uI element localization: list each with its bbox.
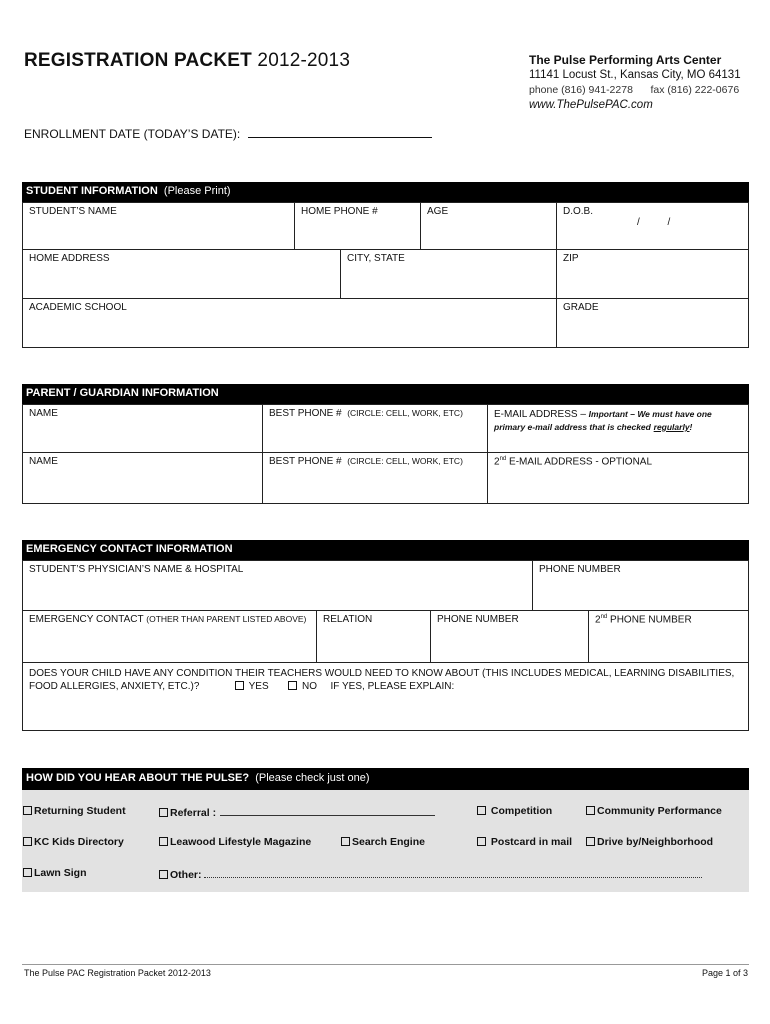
checkbox[interactable] [23,806,32,815]
option-other[interactable] [159,867,702,881]
other-input-line[interactable] [204,867,702,878]
home-address-label: HOME ADDRESS [29,253,110,264]
option-label: Drive by/Neighborhood [597,836,714,848]
org-website[interactable]: www.ThePulsePAC.com [529,99,653,111]
option-leawood-magazine[interactable] [159,836,311,848]
option-label: KC Kids Directory [34,836,124,848]
parent-email-1-field[interactable] [488,405,748,453]
org-info [529,53,741,113]
option-returning-student[interactable] [23,805,126,817]
parent-phone-1-field[interactable] [263,405,488,453]
physician-label: STUDENT’S PHYSICIAN’S NAME & HOSPITAL [29,564,244,575]
parent-email-2-label: E-MAIL ADDRESS - OPTIONAL [506,456,653,468]
page-title [24,50,350,72]
parent-email-1-label: E-MAIL ADDRESS – [494,409,586,420]
parent-section-header [22,384,749,404]
student-info-table [22,202,749,348]
no-label: NO [301,681,317,692]
academic-school-field[interactable] [23,299,557,347]
dob-label: D.O.B. [563,206,594,217]
parent-phone-1-label: BEST PHONE # [269,408,342,419]
student-name-label: STUDENT’S NAME [29,206,117,217]
home-phone-label: HOME PHONE # [301,206,378,217]
physician-phone-field[interactable] [533,561,748,611]
emergency-contact-field[interactable] [23,611,317,663]
parent-info-table [22,404,749,504]
emergency-info-table [22,560,749,731]
referral-heading: HOW DID YOU HEAR ABOUT THE PULSE? [26,772,250,784]
no-checkbox[interactable] [288,681,297,690]
emergency-section-header [22,540,749,560]
parent-email-2-field[interactable] [488,453,748,503]
referral-section-header [22,768,749,790]
checkbox[interactable] [23,868,32,877]
emergency-contact-label: EMERGENCY CONTACT [29,614,144,625]
option-search-engine[interactable] [341,836,425,848]
page-number: Page 1 of 3 [701,968,748,978]
checkbox[interactable] [159,837,168,846]
emergency-phone-2-label: PHONE NUMBER [607,614,692,626]
parent-email-note-d: ! [689,422,693,432]
parent-email-note-a: Important – We must have one [588,409,712,419]
option-label: Community Performance [597,805,722,817]
emergency-phone-2-sup: nd [600,614,608,620]
zip-label: ZIP [563,253,579,264]
option-label: Returning Student [34,805,126,817]
emergency-phone-2-num: 2 [595,614,601,626]
title-year: 2012-2013 [257,50,351,71]
parent-email-note-c: regularly [653,422,690,432]
condition-question-line2: FOOD ALLERGIES, ANXIETY, ETC.)? [29,681,200,692]
zip-field[interactable] [557,250,748,299]
option-lawn-sign[interactable] [23,867,87,879]
home-phone-field[interactable] [295,203,421,250]
condition-question-line2-row [29,680,748,693]
parent-heading: PARENT / GUARDIAN INFORMATION [26,387,219,399]
physician-phone-label: PHONE NUMBER [539,564,621,575]
parent-name-2-label: NAME [29,456,58,467]
checkbox[interactable] [159,808,168,817]
option-label: Competition [490,805,553,817]
org-name: The Pulse Performing Arts Center [529,53,722,67]
footer-text: The Pulse PAC Registration Packet 2012-2013 [24,968,211,978]
checkbox[interactable] [586,806,595,815]
option-label: Postcard in mail [490,836,573,848]
student-heading-note: (Please Print) [163,185,231,197]
relation-label: RELATION [323,614,373,625]
grade-label: GRADE [563,302,599,313]
checkbox[interactable] [477,837,486,846]
referral-input-line[interactable] [220,805,435,816]
academic-school-label: ACADEMIC SCHOOL [29,302,127,313]
enrollment-date-field[interactable] [248,126,432,138]
org-phone: phone (816) 941-2278 [529,84,633,96]
checkbox[interactable] [586,837,595,846]
option-referral[interactable] [159,805,435,819]
parent-email-note-b: primary e-mail address that is checked [494,422,651,432]
enrollment-date [24,126,432,141]
emergency-phone-2-field[interactable] [589,611,748,663]
yes-label: YES [248,681,269,692]
student-name-field[interactable] [23,203,295,250]
option-label: Referral : [170,807,217,819]
enrollment-label: ENROLLMENT DATE (TODAY’S DATE): [24,127,241,141]
student-heading: STUDENT INFORMATION [26,185,158,197]
option-label: Lawn Sign [34,867,87,879]
option-label: Leawood Lifestyle Magazine [170,836,312,848]
parent-name-1-label: NAME [29,408,58,419]
option-label: Other: [170,869,202,881]
explain-label: IF YES, PLEASE EXPLAIN: [330,681,455,692]
option-drive-by[interactable] [586,836,713,848]
emergency-heading: EMERGENCY CONTACT INFORMATION [26,543,233,555]
parent-phone-2-note: (CIRCLE: CELL, WORK, ETC) [347,456,463,466]
referral-heading-note: (Please check just one) [255,772,370,784]
dob-slashes: / / [637,217,671,228]
home-address-field[interactable] [23,250,341,299]
parent-phone-1-note: (CIRCLE: CELL, WORK, ETC) [347,408,463,418]
org-contact [529,83,741,98]
parent-phone-2-field[interactable] [263,453,488,503]
option-community-performance[interactable] [586,805,722,817]
emergency-phone-field[interactable] [431,611,589,663]
emergency-phone-label: PHONE NUMBER [437,614,519,625]
checkbox[interactable] [159,870,168,879]
parent-name-1-field[interactable] [23,405,263,453]
checkbox[interactable] [23,837,32,846]
student-section-header [22,182,749,202]
grade-field[interactable] [557,299,748,347]
option-postcard[interactable] [477,836,572,848]
parent-name-2-field[interactable] [23,453,263,503]
emergency-contact-note: (OTHER THAN PARENT LISTED ABOVE) [146,614,307,624]
option-competition[interactable] [477,805,552,817]
option-label: Search Engine [352,836,425,848]
footer-divider [22,964,749,965]
parent-phone-2-label: BEST PHONE # [269,456,342,467]
parent-email-2-num: 2 [494,456,500,468]
condition-question-line1: DOES YOUR CHILD HAVE ANY CONDITION THEIR TEACHERS WOULD NEED TO KNOW ABOUT (THIS INCLUDES MEDICAL, LEARNING DISABILITIES, [29,668,735,679]
city-state-field[interactable] [341,250,557,299]
org-address: 11141 Locust St., Kansas City, MO 64131 [529,69,741,81]
dob-field[interactable] [557,203,748,250]
city-state-label: CITY, STATE [347,253,405,264]
checkbox[interactable] [341,837,350,846]
age-field[interactable] [421,203,557,250]
age-label: AGE [427,206,449,217]
physician-field[interactable] [23,561,533,611]
title-main: REGISTRATION PACKET [24,50,252,71]
option-kc-kids-directory[interactable] [23,836,124,848]
org-fax: fax (816) 222-0676 [650,84,740,96]
relation-field[interactable] [317,611,431,663]
checkbox[interactable] [477,806,486,815]
yes-checkbox[interactable] [235,681,244,690]
medical-condition-field[interactable] [23,663,748,730]
parent-email-2-sup: nd [499,456,507,462]
